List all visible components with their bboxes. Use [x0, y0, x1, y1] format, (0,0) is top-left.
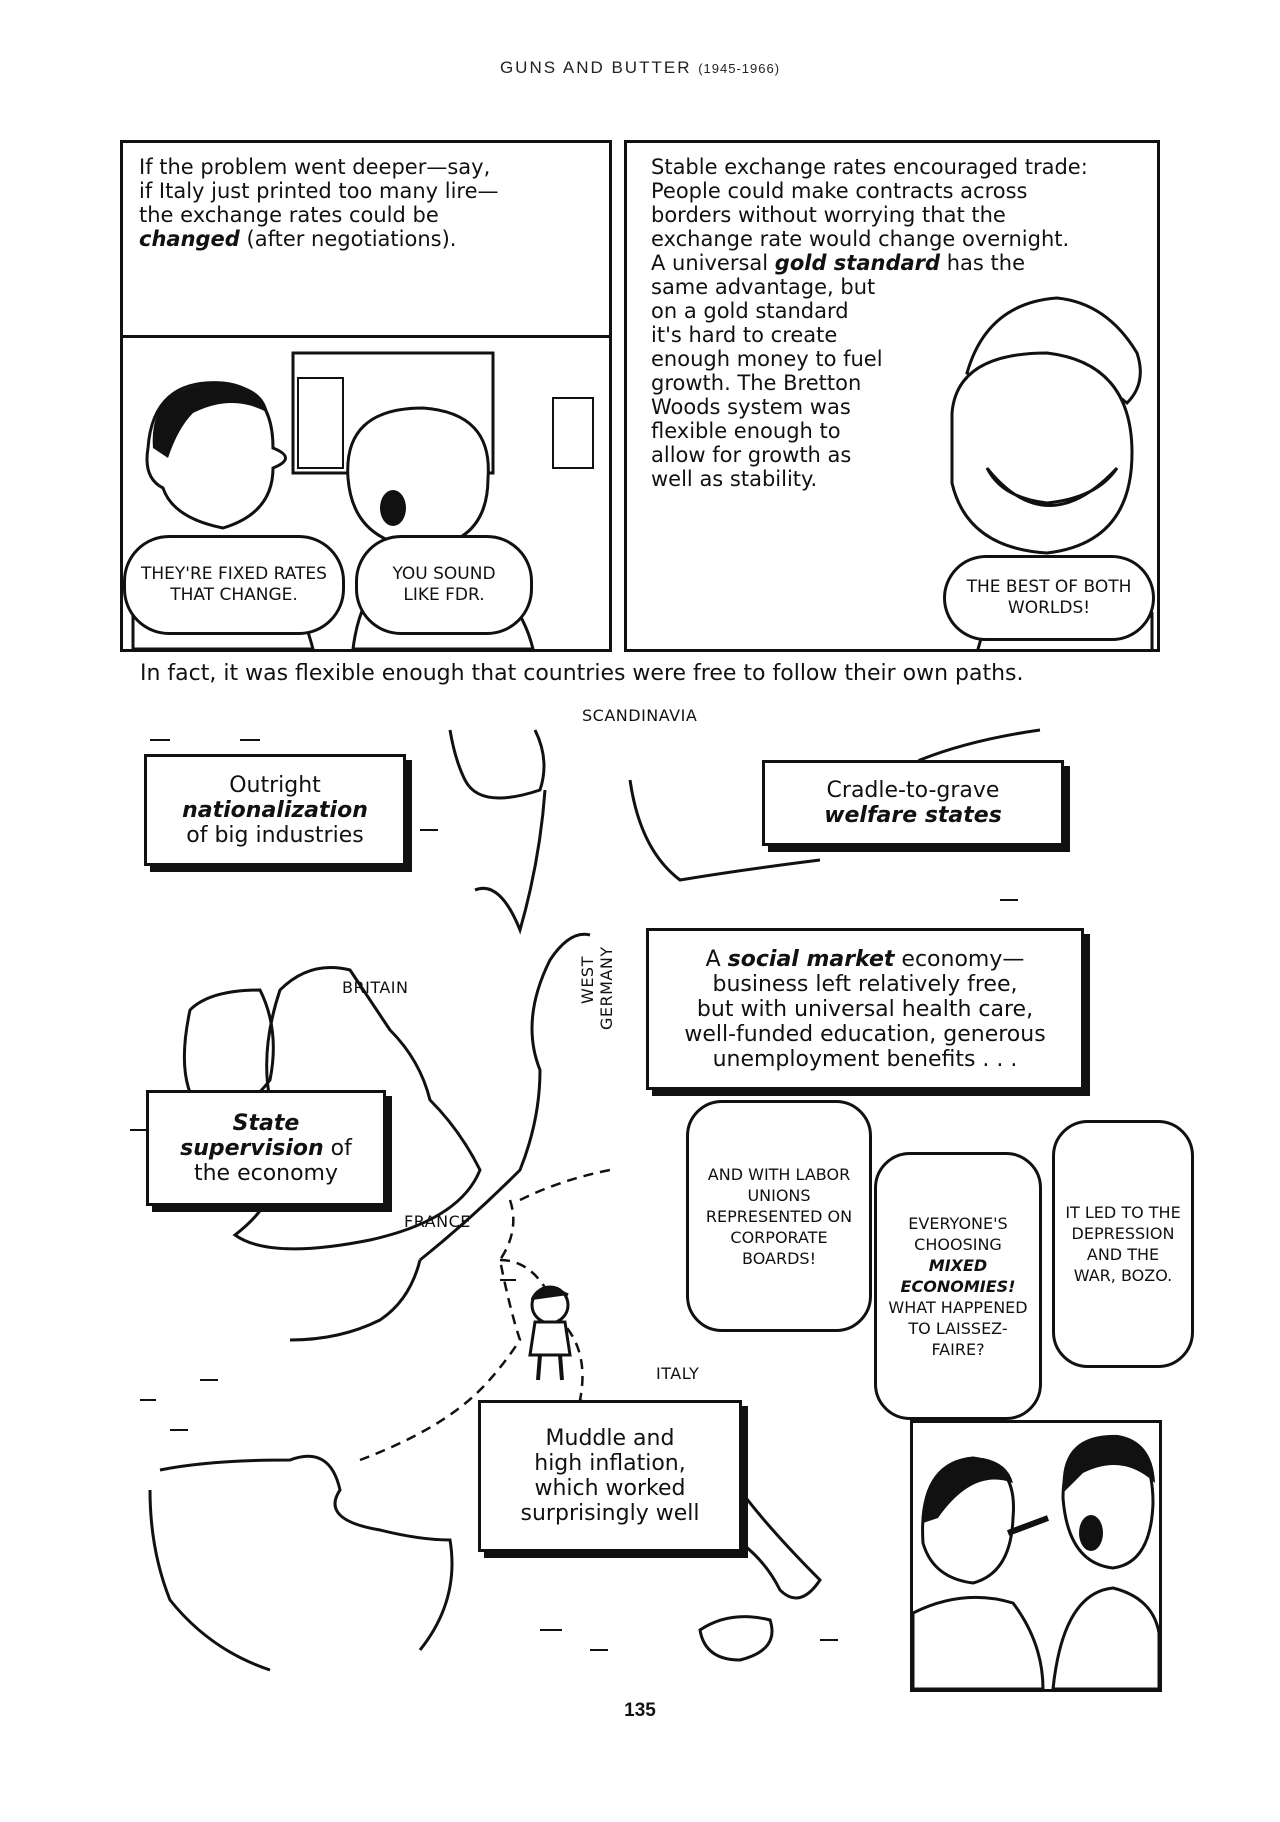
bubble-text: THE BEST OF BOTH WORLDS! [966, 577, 1132, 618]
speech-bubble-fdr [355, 535, 533, 635]
arguing-men-illustration [913, 1423, 1159, 1689]
box-line: well-funded education, generous [684, 1021, 1046, 1047]
caption-line: well as stability. [651, 467, 818, 491]
box-line: the economy [193, 1160, 339, 1186]
caption-tail: (after negotiations). [239, 227, 457, 251]
man-right-mouth [380, 490, 406, 526]
page-header [0, 58, 1280, 78]
caption-line: Stable exchange rates encouraged trade: [651, 155, 1088, 179]
tiny-german-figure [530, 1287, 570, 1380]
box-emphasis: supervision [180, 1135, 324, 1161]
box-line: unemployment benefits . . . [712, 1046, 1018, 1072]
panel-gold-standard [624, 140, 1160, 652]
panel-mixed-economies [910, 1420, 1162, 1692]
sicily [700, 1617, 772, 1660]
caption-line: People could make contracts across [651, 179, 1028, 203]
speech-bubble-bozo [1052, 1120, 1194, 1368]
box-line: surprisingly well [520, 1501, 700, 1526]
box-line: Outright [229, 772, 321, 798]
caption-line: growth. The Bretton [651, 371, 862, 395]
bubble-text: IT LED TO THE DEPRESSION AND THE WAR, BOZO. [1065, 1203, 1181, 1285]
box-line: which worked [534, 1476, 686, 1501]
caption-line: on a gold standard [651, 299, 849, 323]
caption-line: allow for growth as [651, 443, 852, 467]
caption-emphasis: gold standard [774, 251, 941, 275]
figure-leg-left [538, 1355, 540, 1380]
caption-line: Woods system was [651, 395, 851, 419]
box-emphasis: nationalization [182, 797, 368, 823]
caption-line: the exchange rates could be [139, 203, 439, 227]
caption-line: If the problem went deeper—say, [139, 155, 491, 179]
caption-line [139, 227, 599, 251]
caption-emphasis: changed [139, 227, 240, 251]
box-line [180, 1136, 352, 1161]
label-scandinavia: SCANDINAVIA [582, 706, 698, 725]
speech-bubble-labor-unions [686, 1100, 872, 1332]
header-years: (1945-1966) [698, 61, 781, 76]
speech-bubble-best-of-both [943, 555, 1155, 641]
transition-caption: In fact, it was flexible enough that countries were free to follow their own paths. [140, 661, 1024, 686]
bubble-emphasis: MIXED ECONOMIES! [900, 1255, 1016, 1296]
box-trail: of [323, 1135, 352, 1161]
page-number: 135 [624, 1700, 656, 1721]
porch-door [298, 378, 343, 468]
box-line: Muddle and [545, 1426, 675, 1451]
label-italy: ITALY [656, 1364, 700, 1383]
man-shouting-body [1053, 1588, 1159, 1689]
box-emphasis: State [232, 1110, 300, 1136]
box-line: of big industries [186, 822, 364, 848]
window-right [553, 398, 593, 468]
man-face [952, 353, 1132, 553]
box-france-state-supervision [146, 1090, 386, 1206]
box-trail: economy— [894, 946, 1025, 972]
continent-coast [150, 934, 590, 1670]
box-italy-muddle [478, 1400, 742, 1552]
shouting-mouth [1079, 1515, 1103, 1551]
box-line [706, 947, 1025, 972]
box-britain-nationalization [144, 754, 406, 866]
bubble-text: THEY'RE FIXED RATES THAT CHANGE. [141, 564, 327, 605]
box-emphasis: social market [727, 946, 895, 972]
bubble-text: WHAT HAPPENED TO LAISSEZ-FAIRE? [888, 1297, 1028, 1359]
caption-line: same advantage, but [651, 275, 876, 299]
label-west-germany [578, 946, 616, 1030]
caption-line: borders without worrying that the [651, 203, 1006, 227]
label-britain: BRITAIN [342, 978, 409, 997]
box-line: Cradle-to-grave [826, 778, 1000, 803]
caption-line: if Italy just printed too many lire— [139, 179, 499, 203]
box-line: business left relatively free, [712, 971, 1018, 997]
caption-line: it's hard to create [651, 323, 838, 347]
box-emphasis: welfare states [824, 803, 1002, 828]
caption-line: enough money to fuel [651, 347, 883, 371]
caption-line: exchange rate would change overnight. [651, 227, 1070, 251]
label-france: FRANCE [404, 1212, 471, 1231]
label-germany: GERMANY [597, 946, 616, 1030]
box-lead: A [705, 946, 728, 972]
man-right-head [348, 408, 489, 548]
caption-line: flexible enough to [651, 419, 841, 443]
figure-leg-right [560, 1355, 562, 1380]
caption-line [651, 251, 1151, 275]
label-west: WEST [578, 956, 597, 1004]
caption-trail: has the [940, 251, 1025, 275]
caption-lead: A universal [651, 251, 775, 275]
speech-bubble-mixed-economies [874, 1152, 1042, 1420]
bubble-text: EVERYONE'S CHOOSING [908, 1213, 1008, 1254]
bubble-text: YOU SOUND LIKE FDR. [392, 564, 496, 605]
box-line: high inflation, [534, 1451, 686, 1476]
speech-bubble-fixed-rates [123, 535, 345, 635]
box-line: but with universal health care, [696, 996, 1034, 1022]
box-scandinavia-welfare [762, 760, 1064, 846]
figure-body [530, 1322, 570, 1355]
bubble-text: AND WITH LABOR UNIONS REPRESENTED ON CORPORATE BOARDS! [705, 1164, 853, 1268]
panel-exchange-rates [120, 140, 612, 652]
man-cigar-body [913, 1597, 1043, 1689]
box-germany-social-market [646, 928, 1084, 1090]
header-title: GUNS AND BUTTER [499, 58, 692, 77]
panel1-caption [139, 155, 599, 251]
